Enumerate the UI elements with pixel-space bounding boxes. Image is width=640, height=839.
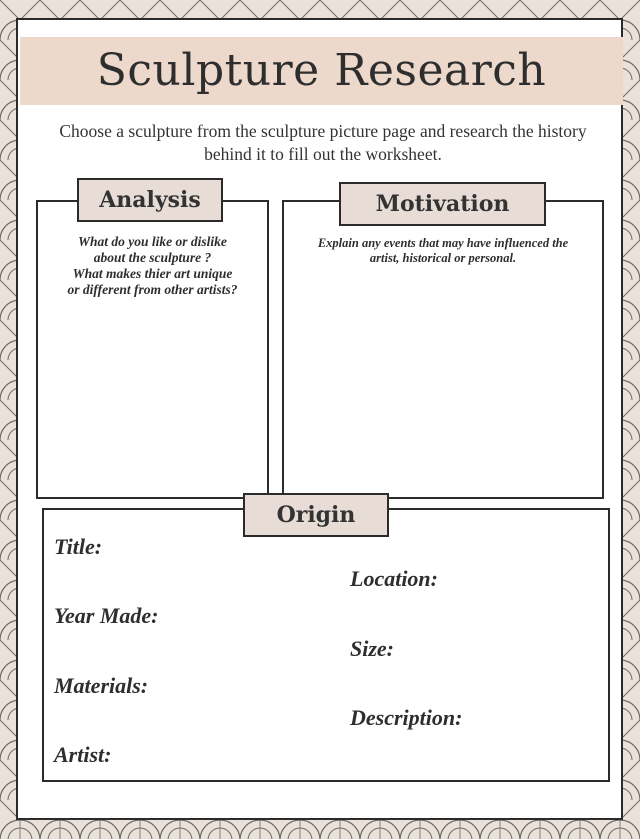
motivation-prompt-line: Explain any events that may have influenced the [317, 236, 569, 250]
motivation-prompt [286, 236, 600, 265]
page-title: Sculpture Research [96, 45, 547, 96]
origin-heading: Origin [243, 493, 389, 537]
analysis-prompt-line: about the sculpture ? [93, 250, 212, 265]
size-field-label: Size: [350, 636, 394, 661]
intro-text: Choose a sculpture from the sculpture picture page and research the history behind it to fill out the worksheet. [59, 121, 587, 164]
analysis-prompt-line: or different from other artists? [67, 282, 238, 297]
materials-field-label: Materials: [54, 673, 149, 698]
title-field-label: Title: [54, 534, 103, 559]
motivation-heading: Motivation [339, 182, 546, 226]
artist-field-label: Artist: [54, 742, 112, 767]
analysis-prompt-line: What makes thier art unique [72, 266, 233, 281]
analysis-heading: Analysis [77, 178, 223, 222]
analysis-prompt [40, 234, 265, 298]
year-made-field-label: Year Made: [54, 603, 159, 628]
location-field-label: Location: [350, 566, 438, 591]
motivation-prompt-line: artist, historical or personal. [369, 250, 517, 265]
analysis-prompt-line: What do you like or dislike [78, 234, 227, 249]
origin-box[interactable] [42, 508, 610, 782]
description-field-label: Description: [350, 705, 463, 730]
